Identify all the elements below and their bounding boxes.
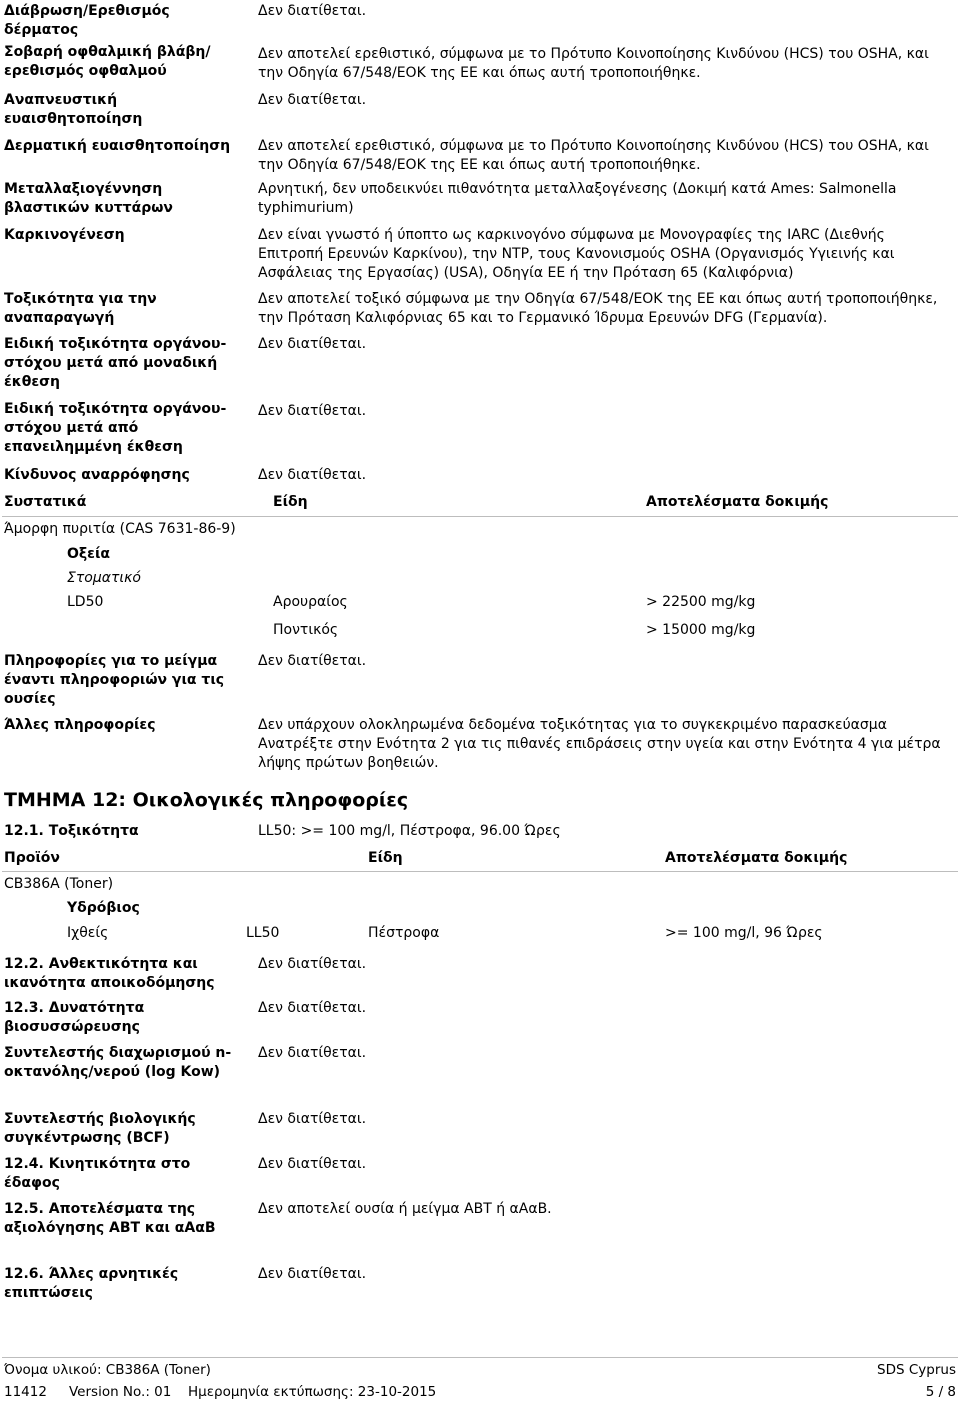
row-value: Δεν διατίθεται. [258, 956, 367, 972]
footer-sds: SDS Cyprus [877, 1362, 956, 1378]
result-cell: > 15000 mg/kg [646, 622, 756, 638]
row-label: Συντελεστής διαχωρισμού n-οκτανόλης/νερού (log Kow) [4, 1045, 232, 1080]
row-value: Δεν διατίθεται. [258, 403, 367, 419]
row-label: Τοξικότητα για την αναπαραγωγή [4, 291, 157, 326]
footer-divider [2, 1357, 958, 1358]
acute-label: Οξεία [67, 546, 111, 562]
row-label: Καρκινογένεση [4, 227, 125, 243]
table-header-results: Αποτελέσματα δοκιμής [646, 494, 829, 510]
table-header-results: Αποτελέσματα δοκιμής [665, 850, 848, 866]
table-divider [2, 516, 958, 517]
species-cell: Πέστροφα [368, 925, 440, 941]
route-label: Στοματικό [67, 570, 141, 586]
row-label: 12.3. Δυνατότητα βιοσυσσώρευσης [4, 1000, 145, 1035]
row-label: Συντελεστής βιολογικής συγκέντρωσης (BCF) [4, 1111, 196, 1146]
row-value: Αρνητική, δεν υποδεικνύει πιθανότητα μεταλλαξογένεσης (Δοκιμή κατά Ames: Salmonella typhimurium) [258, 181, 897, 216]
row-value: Δεν διατίθεται. [258, 1156, 367, 1172]
test-type: LD50 [67, 594, 104, 610]
row-value: Δεν διατίθεται. [258, 653, 367, 669]
row-value: Δεν αποτελεί ουσία ή μείγμα ΑΒΤ ή αΑαΒ. [258, 1201, 552, 1217]
result-cell: >= 100 mg/l, 96 Ώρες [665, 925, 823, 941]
substance-name: Άμορφη πυριτία (CAS 7631-86-9) [4, 521, 236, 537]
result-cell: > 22500 mg/kg [646, 594, 756, 610]
row-value: Δεν διατίθεται. [258, 92, 367, 108]
row-value: Δεν διατίθεται. [258, 467, 367, 483]
row-label: Κίνδυνος αναρρόφησης [4, 467, 190, 483]
row-value: LL50: >= 100 mg/l, Πέστροφα, 96.00 Ώρες [258, 823, 561, 839]
table-header-components: Συστατικά [4, 494, 87, 510]
row-label: Άλλες πληροφορίες [4, 717, 156, 733]
row-value: Δεν διατίθεται. [258, 1000, 367, 1016]
row-label: Διάβρωση/Ερεθισμός δέρματος [4, 3, 170, 38]
footer-page-number: 5 / 8 [925, 1384, 956, 1400]
product-name: CB386A (Toner) [4, 876, 114, 892]
table-header-product: Προϊόν [4, 850, 60, 866]
row-label: Μεταλλαξιογέννηση βλαστικών κυττάρων [4, 181, 173, 216]
row-value: Δεν αποτελεί τοξικό σύμφωνα με την Οδηγία 67/548/ΕΟΚ της ΕΕ και όπως αυτή τροποποιήθηκε, την Πρόταση Καλιφόρνιας 65 και το Γερμανικό Ίδρυμα Ερευνών DFG (Γερμανία). [258, 291, 938, 326]
row-value: Δεν διατίθεται. [258, 1266, 367, 1282]
table-header-species: Είδη [273, 494, 308, 510]
group-label: Ιχθείς [67, 925, 109, 941]
species-cell: Ποντικός [273, 622, 339, 638]
footer-material-name: Όνομα υλικού: CB386A (Toner) [4, 1362, 211, 1378]
row-value: Δεν διατίθεται. [258, 336, 367, 352]
row-label: Ειδική τοξικότητα οργάνου-στόχου μετά από μοναδική έκθεση [4, 336, 227, 390]
row-value: Δεν αποτελεί ερεθιστικό, σύμφωνα με το Πρότυπο Κοινοποίησης Κινδύνου (HCS) του OSHA, και την Οδηγία 67/548/ΕΟΚ της ΕΕ και όπως αυτή τροποποιήθηκε. [258, 46, 929, 81]
row-value: Δεν διατίθεται. [258, 1045, 367, 1061]
test-type: LL50 [246, 925, 280, 941]
row-label: Πληροφορίες για το μείγμα έναντι πληροφοριών για τις ουσίες [4, 653, 225, 707]
row-label: 12.2. Ανθεκτικότητα και ικανότητα αποικοδόμησης [4, 956, 215, 991]
table-divider [2, 871, 958, 872]
footer-print-date: Ημερομηνία εκτύπωσης: 23-10-2015 [188, 1384, 437, 1400]
row-label: 12.6. Άλλες αρνητικές επιπτώσεις [4, 1266, 179, 1301]
row-value: Δεν διατίθεται. [258, 1111, 367, 1127]
row-value: Δεν αποτελεί ερεθιστικό, σύμφωνα με το Πρότυπο Κοινοποίησης Κινδύνου (HCS) του OSHA, και την Οδηγία 67/548/ΕΟΚ της ΕΕ και όπως αυτή τροποποιήθηκε. [258, 138, 929, 173]
row-value: Δεν είναι γνωστό ή ύποπτο ως καρκινογόνο σύμφωνα με Μονογραφίες της IARC (Διεθνής Επιτροπή Ερευνών Καρκίνου), την NTP, τους Κανονισμούς OSHA (Οργανισμός Υγιεινής και Ασφάλειας της Εργασίας) (USA), Οδηγία ΕΕ ή την Πρόταση 65 (Καλιφόρνια) [258, 227, 895, 281]
row-label: Σοβαρή οφθαλμική βλάβη/ερεθισμός οφθαλμού [4, 44, 211, 79]
species-cell: Αρουραίος [273, 594, 348, 610]
footer-version: Version No.: 01 [69, 1384, 172, 1400]
aquatic-label: Υδρόβιος [67, 900, 140, 916]
row-label: Αναπνευστική ευαισθητοποίηση [4, 92, 143, 127]
row-value: Δεν υπάρχουν ολοκληρωμένα δεδομένα τοξικότητας για το συγκεκριμένο παρασκεύασμα Ανατρέξτε στην Ενότητα 2 για τις πιθανές επιδράσεις στην υγεία και στην Ενότητα 4 για μέτρα λήψης πρώτων βοηθειών. [258, 717, 941, 771]
row-value: Δεν διατίθεται. [258, 3, 367, 19]
section-title: ΤΜΗΜΑ 12: Οικολογικές πληροφορίες [4, 789, 409, 811]
row-label: 12.1. Τοξικότητα [4, 823, 139, 839]
row-label: Ειδική τοξικότητα οργάνου-στόχου μετά από επανειλημμένη έκθεση [4, 401, 227, 455]
table-header-species: Είδη [368, 850, 403, 866]
row-label: 12.4. Κινητικότητα στο έδαφος [4, 1156, 191, 1191]
row-label: 12.5. Αποτελέσματα της αξιολόγησης ΑΒΤ και αΑαΒ [4, 1201, 216, 1236]
row-label: Δερματική ευαισθητοποίηση [4, 138, 231, 154]
footer-doc-number: 11412 [4, 1384, 47, 1400]
